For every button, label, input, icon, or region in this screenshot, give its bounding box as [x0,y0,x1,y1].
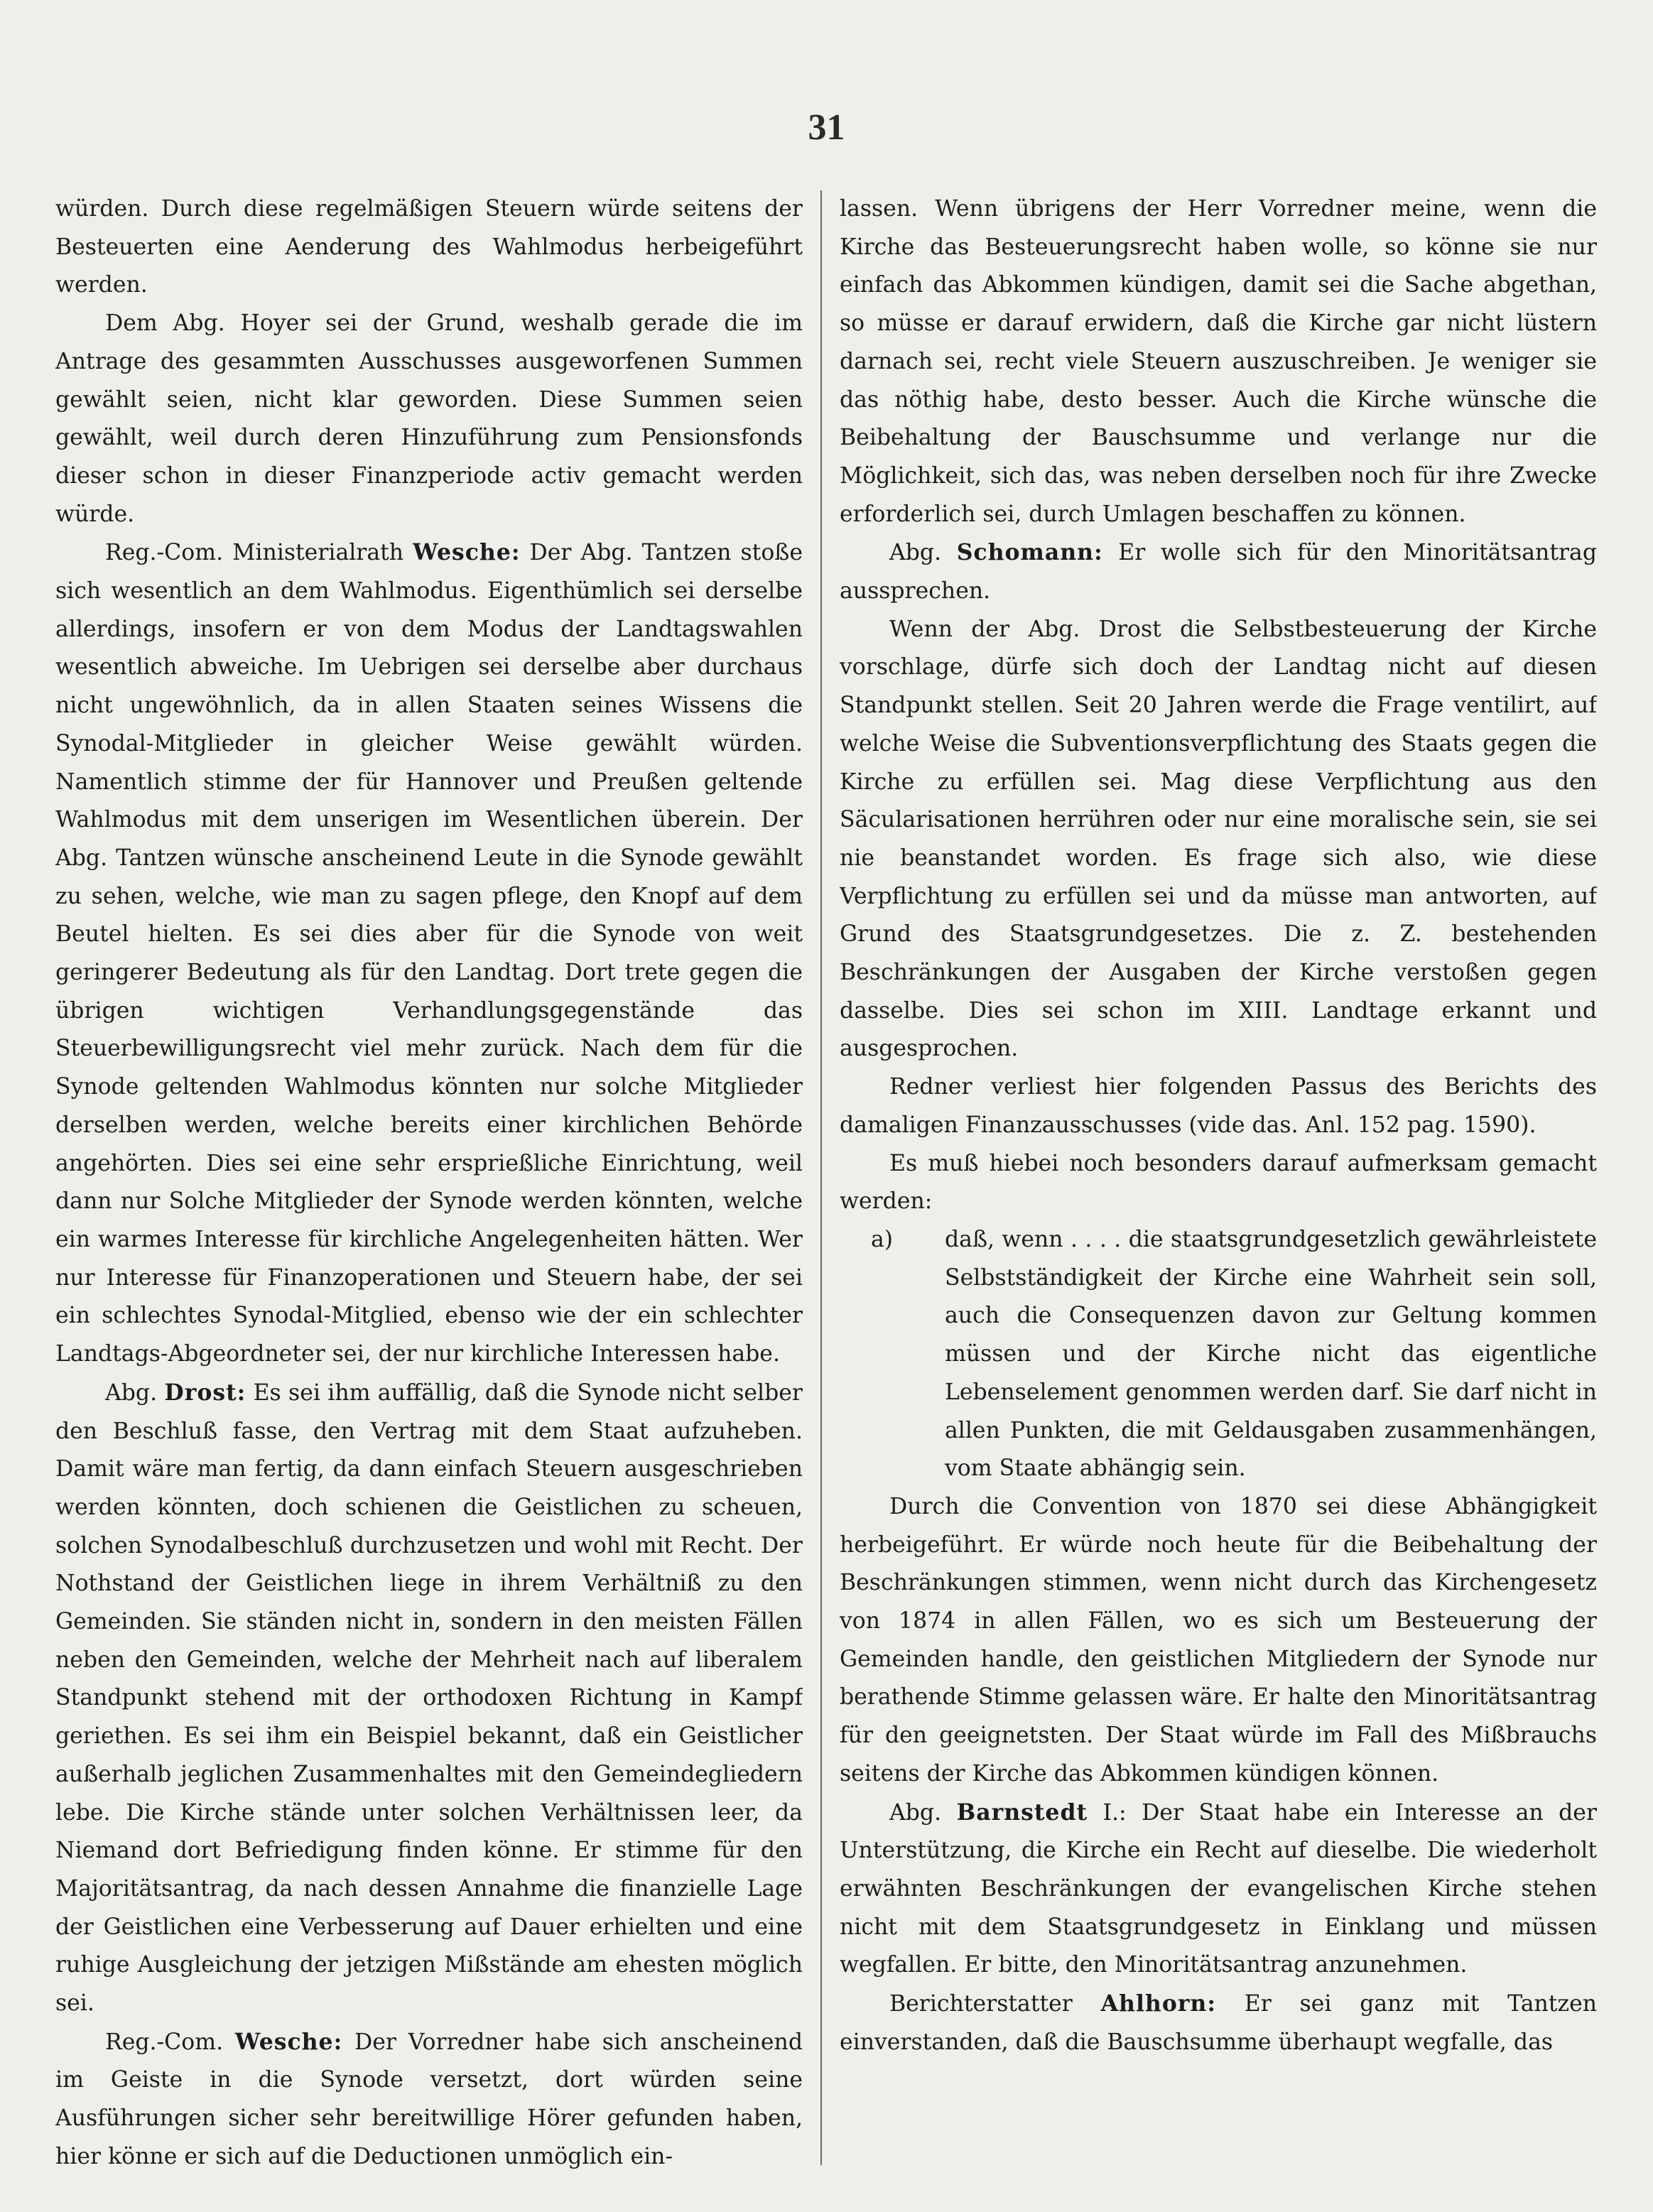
paragraph [55,2023,803,2176]
paragraph-text: Er sei ganz mit Tantzen einverstanden, daß die Bauschsumme überhaupt wegfalle, das [840,1991,1597,2055]
paragraph-text: Er wolle sich für den Minoritätsantrag aussprechen. [840,540,1597,604]
paragraph-text: Der Vorredner habe sich anscheinend im Geiste in die Synode versetzt, dort würden seine Ausführungen sicher sehr bereitwillige Hörer gefunden haben, hier könne er sich auf die Deductionen unmöglich ein- [55,2029,803,2169]
speaker-name: Schomann: [956,539,1103,566]
speaker-name: Barnstedt [956,1799,1088,1826]
paragraph-text: lassen. Wenn übrigens der Herr Vorredner meine, wenn die Kirche das Besteuerungsrecht haben wolle, so könne sie nur einfach das Abkommen kündigen, damit sei die Sache abgethan, so müsse er darauf erwidern, daß die Kirche gar nicht lüstern darnach sei, recht viele Steuern auszuschreiben. Je weniger sie das nöthig habe, desto besser. Auch die Kirche wünsche die Beibehaltung der Bauschsumme und verlange nur die Möglichkeit, sich das, was neben derselben noch für ihre Zwecke erforderlich sei, durch Umlagen beschaffen zu können. [840,196,1597,527]
column-divider [820,190,822,2165]
speaker-prefix: Abg. [105,1379,165,1406]
paragraph [840,1068,1597,1144]
speaker-prefix: Reg.-Com. [105,2029,235,2055]
speaker-prefix: Abg. [889,540,957,566]
paragraph-text: Durch die Convention von 1870 sei diese Abhängigkeit herbeigeführt. Er würde noch heute für die Beibehaltung der Beschränkungen stimmen, wenn nicht durch das Kirchengesetz von 1874 in allen Fällen, wo es sich um Besteuerung der Gemeinden handle, den geistlichen Mitgliedern der Synode nur berathende Stimme gelassen wäre. Er halte den Minoritätsantrag für den geeignetsten. Der Staat würde im Fall des Mißbrauchs seitens der Kirche das Abkommen kündigen können. [840,1493,1597,1787]
paragraph-text: Wenn der Abg. Drost die Selbstbesteuerung der Kirche vorschlage, dürfe sich doch der Landtag nicht auf diesen Standpunkt stellen. Seit 20 Jahren werde die Frage ventilirt, auf welche Weise die Subventionsverpflichtung des Staats gegen die Kirche zu erfüllen sei. Mag diese Verpflichtung aus den Säcularisationen herrühren oder nur eine moralische sein, sie sei nie beanstandet worden. Es frage sich also, wie diese Verpflichtung zu erfüllen sei und da müsse man antworten, auf Grund des Staatsgrundgesetzes. Die z. Z. bestehenden Beschränkungen der Ausgaben der Kirche verstoßen gegen dasselbe. Dies sei schon im XIII. Landtage erkannt und ausgesprochen. [840,616,1597,1062]
page-number: 31 [808,107,845,148]
paragraph [840,611,1597,1068]
paragraph-text: I.: Der Staat habe ein Interesse an der Unterstützung, die Kirche ein Recht auf dieselbe. Die wiederholt erwähnten Beschränkungen der evangelischen Kirche stehen nicht mit dem Staatsgrundgesetz in Einklang und müssen wegfallen. Er bitte, den Minoritätsantrag anzunehmen. [840,1799,1597,1978]
paragraph [840,1488,1597,1794]
paragraph-text: Dem Abg. Hoyer sei der Grund, weshalb gerade die im Antrage des gesammten Ausschusses ausgeworfenen Summen gewählt seien, nicht klar geworden. Diese Summen seien gewählt, weil durch deren Hinzuführung zum Pensionsfonds dieser schon in dieser Finanzperiode activ gemacht werden würde. [55,310,803,527]
speaker-name: Ahlhorn: [1100,1990,1216,2017]
paragraph [840,533,1597,610]
speaker-prefix: Reg.-Com. Ministerialrath [105,540,413,566]
paragraph [840,1985,1597,2061]
speaker-name: Wesche: [234,2028,343,2055]
paragraph [55,1374,803,2023]
speaker-name: Wesche: [413,539,521,566]
list-item [840,1221,1597,1488]
paragraph-text: Es muß hiebei noch besonders darauf aufmerksam gemacht werden: [840,1150,1597,1215]
paragraph-text: würden. Durch diese regelmäßigen Steuern würde seitens der Besteuerten eine Aenderung des Wahlmodus herbeigeführt werden. [55,196,803,298]
paragraph-text: Es sei ihm auffällig, daß die Synode nicht selber den Beschluß fasse, den Vertrag mit dem Staat aufzuheben. Damit wäre man fertig, da dann einfach Steuern ausgeschrieben werden könnten, doch schienen die Geistlichen zu scheuen, solchen Synodalbeschluß durchzusetzen und wohl mit Recht. Der Nothstand der Geistlichen liege in ihrem Verhältniß zu den Gemeinden. Sie ständen nicht in, sondern in den meisten Fällen neben den Gemeinden, welche der Mehrheit nach auf liberalem Standpunkt stehend mit der orthodoxen Richtung in Kampf geriethen. Es sei ihm ein Beispiel bekannt, daß ein Geistlicher außerhalb jeglichen Zusammenhaltes mit den Gemeindegliedern lebe. Die Kirche stände unter solchen Verhältnissen leer, da Niemand dort Befriedigung finden könne. Er stimme für den Majoritätsantrag, da nach dessen Annahme die finanzielle Lage der Geistlichen eine Verbesserung auf Dauer erhielten und eine ruhige Ausgleichung der jetzigen Mißstände am ehesten möglich sei. [55,1379,803,2017]
paragraph [55,533,803,1373]
paragraph [840,1145,1597,1221]
left-column [55,190,803,2179]
paragraph [55,305,803,533]
paragraph-text: Redner verliest hier folgenden Passus des Berichts des damaligen Finanzausschusses (vide das. Anl. 152 pag. 1590). [840,1074,1597,1138]
right-column [840,190,1597,2179]
paragraph [840,190,1597,533]
speaker-name: Drost: [164,1379,246,1406]
paragraph-text: Der Abg. Tantzen stoße sich wesentlich an dem Wahlmodus. Eigenthümlich sei derselbe allerdings, insofern er von dem Modus der Landtagswahlen wesentlich abweiche. Im Uebrigen sei derselbe aber durchaus nicht ungewöhnlich, da in allen Staaten seines Wissens die Synodal-Mitglieder in gleicher Weise gewählt würden. Namentlich stimme der für Hannover und Preußen geltende Wahlmodus mit dem unserigen im Wesentlichen überein. Der Abg. Tantzen wünsche anscheinend Leute in die Synode gewählt zu sehen, welche, wie man zu sagen pflege, den Knopf auf dem Beutel hielten. Es sei dies aber für die Synode von weit geringerer Bedeutung als für den Landtag. Dort trete gegen die übrigen wichtigen Verhandlungsgegenstände das Steuerbewilligungsrecht viel mehr zurück. Nach dem für die Synode geltenden Wahlmodus könnten nur solche Mitglieder derselben werden, welche bereits einer kirchlichen Behörde angehörten. Dies sei eine sehr ersprießliche Einrichtung, weil dann nur Solche Mitglieder der Synode werden könnten, welche ein warmes Interesse für kirchliche Angelegenheiten hätten. Wer nur Interesse für Finanzoperationen und Steuern habe, der sei ein schlechtes Synodal-Mitglied, ebenso wie der ein schlechter Landtags-Abgeordneter sei, der nur kirchliche Interessen habe. [55,540,803,1367]
speaker-prefix: Berichterstatter [889,1991,1101,2017]
list-marker: a) [871,1226,894,1252]
speaker-prefix: Abg. [889,1799,957,1826]
paragraph [840,1794,1597,1985]
paragraph [55,190,803,305]
list-item-text: daß, wenn . . . . die staatsgrundgesetzlich gewährleistete Selbstständigkeit der Kirche eine Wahrheit sein soll, auch die Consequenzen davon zur Geltung kommen müssen und der Kirche nicht das eigentliche Lebenselement genommen werden darf. Sie darf nicht in allen Punkten, die mit Geldausgaben zusammenhängen, vom Staate abhängig sein. [945,1226,1597,1482]
